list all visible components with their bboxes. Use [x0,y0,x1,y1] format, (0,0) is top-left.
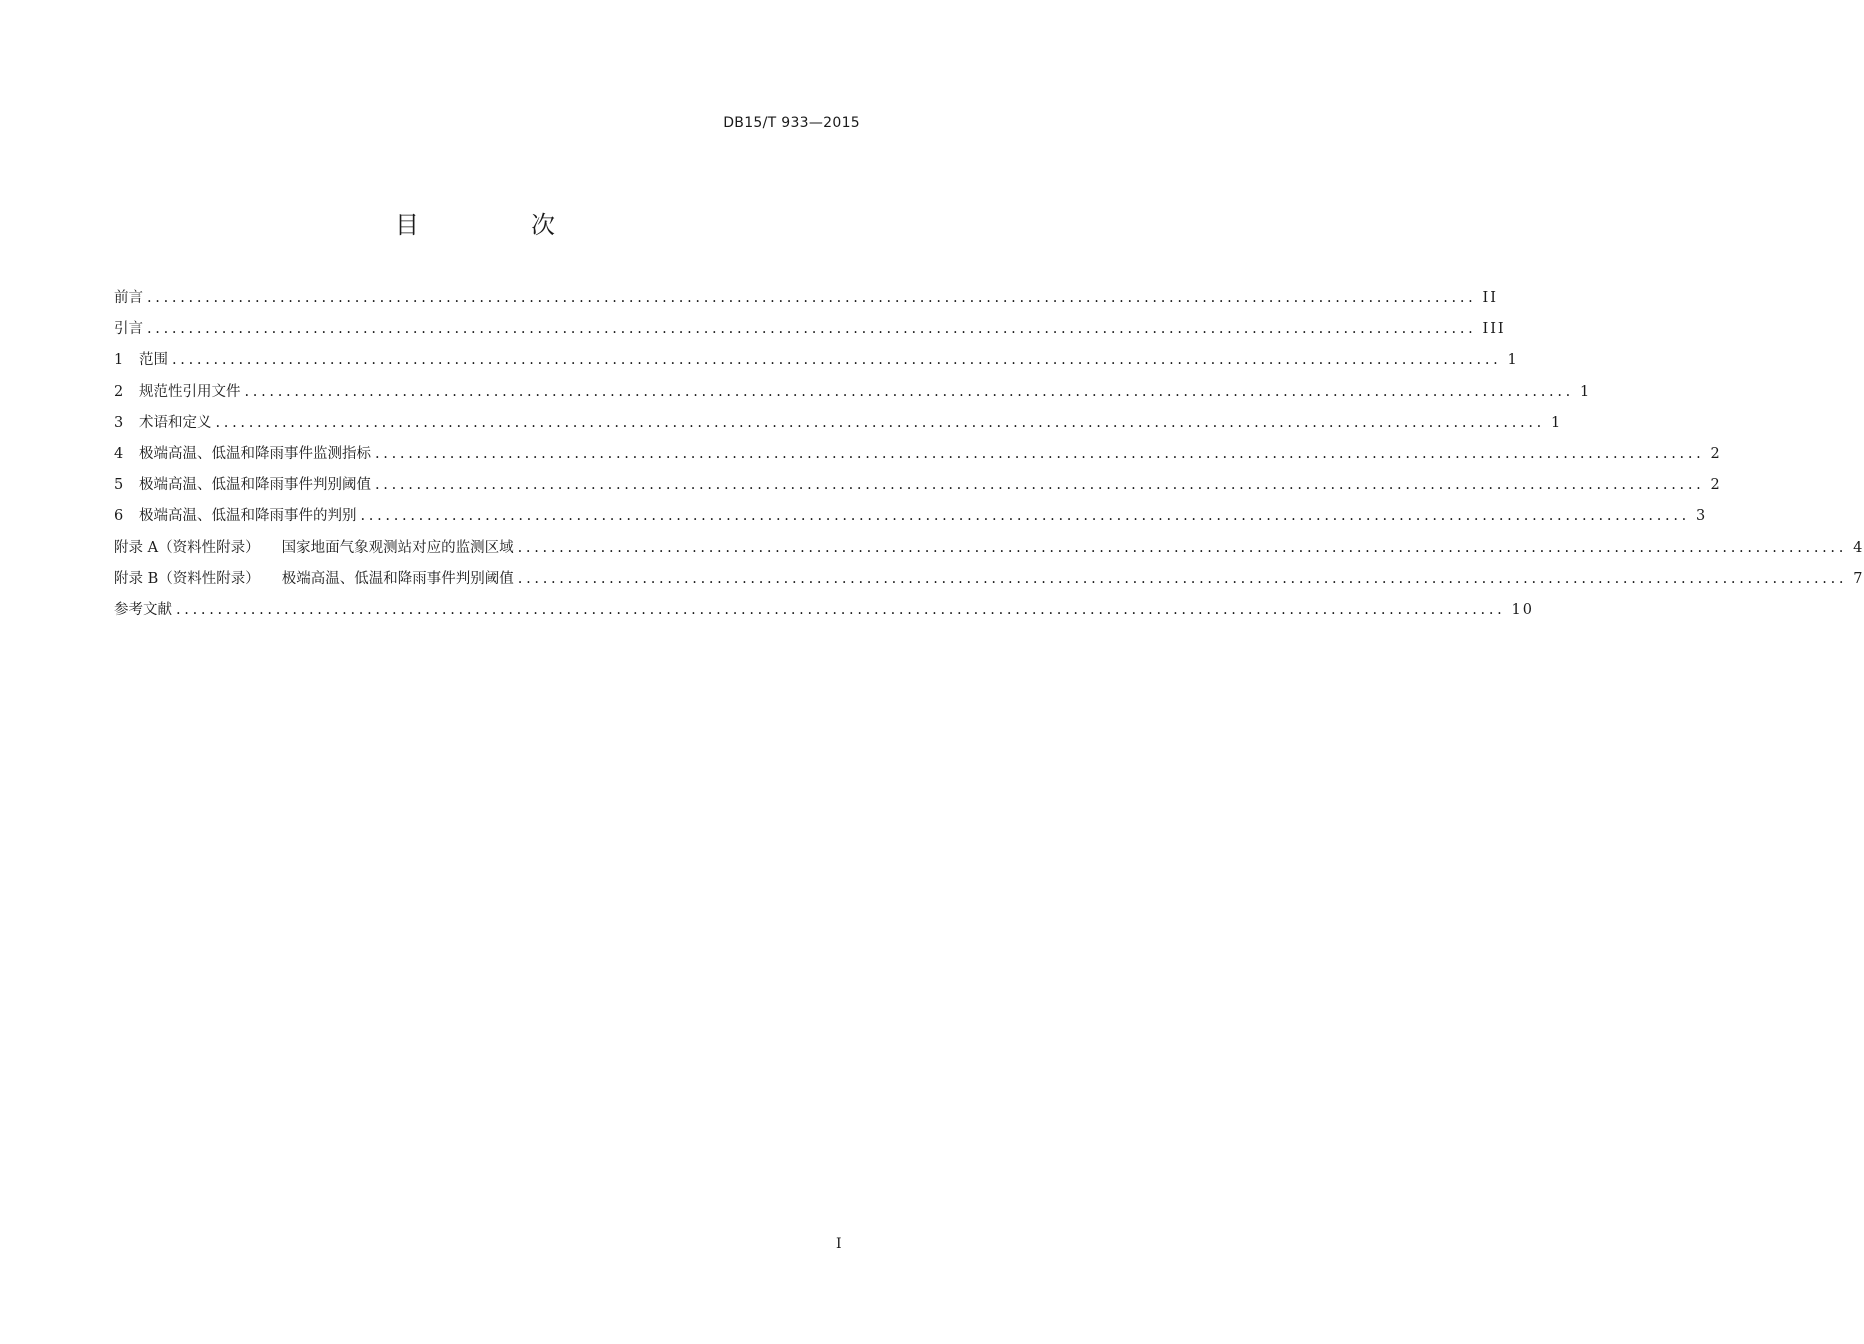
toc-page-number: II [1482,290,1498,306]
toc-entry-label: 参考文献 [114,601,172,618]
toc-leader-dots: ................................................................................................................................................................ [172,352,1502,369]
toc-entry-references[interactable] [114,599,1534,630]
toc-page-number: 7 [1853,570,1864,587]
toc-entry-label: 6 极端高温、低温和降雨事件的判别 [114,505,357,527]
toc-page-number: 2 [1710,477,1722,494]
toc-entry-label: 5 极端高温、低温和降雨事件判别阈值 [114,474,371,496]
toc-section-number: 2 [114,383,124,400]
toc-leader-dots: ................................................................................................................................................................ [517,570,1848,587]
toc-entry-appendix-a[interactable] [114,537,1864,568]
toc-entry-label: 2 规范性引用文件 [114,381,241,403]
toc-leader-dots: ................................................................................................................................................................ [176,601,1506,618]
toc-entry-6[interactable] [114,505,1708,536]
toc-entry-introduction[interactable] [114,318,1506,349]
toc-entry-3[interactable] [114,412,1563,443]
toc-entry-4[interactable] [114,443,1722,474]
toc-page-number: 10 [1511,601,1534,618]
toc-page-number: 2 [1710,445,1722,462]
toc-leader-dots: ................................................................................................................................................................ [375,477,1705,494]
footer-page-number: I [836,1236,842,1252]
toc-page-number: 4 [1853,539,1864,556]
toc-entry-label: 4 极端高温、低温和降雨事件监测指标 [114,443,371,465]
toc-entry-2[interactable] [114,381,1592,412]
toc-leader-dots: ................................................................................................................................................................ [244,383,1574,400]
toc-entry-label: 附录 B（资料性附录） 极端高温、低温和降雨事件判别阈值 [114,570,514,587]
toc-entry-label: 引言 [114,321,143,338]
toc-leader-dots: ................................................................................................................................................................ [517,539,1848,556]
toc-entry-label: 3 术语和定义 [114,412,212,434]
toc-section-number: 6 [114,508,124,525]
toc-leader-dots: ................................................................................................................................................................ [360,508,1690,525]
toc-section-number: 3 [114,414,124,431]
toc-entry-foreword[interactable] [114,287,1498,318]
toc-page-number: III [1482,321,1506,338]
table-of-contents [114,287,1864,630]
toc-leader-dots: ................................................................................................................................................................ [147,290,1477,306]
toc-page-number: 1 [1550,414,1563,431]
toc-section-number: 4 [114,445,124,462]
toc-page-number: 1 [1579,383,1592,400]
toc-entry-label: 1 范围 [114,349,168,371]
toc-page-number: 3 [1695,508,1708,525]
toc-entry-5[interactable] [114,474,1722,505]
toc-leader-dots: ................................................................................................................................................................ [147,321,1477,338]
toc-section-number: 1 [114,352,124,369]
toc-appendix-prefix: 附录 B（资料性附录） [114,570,260,587]
toc-entry-1[interactable] [114,349,1519,380]
toc-section-number: 5 [114,477,124,494]
page-title: 目 次 [395,211,599,239]
toc-entry-label: 前言 [114,290,143,306]
toc-leader-dots: ................................................................................................................................................................ [375,445,1705,462]
toc-entry-appendix-b[interactable] [114,568,1864,599]
toc-leader-dots: ................................................................................................................................................................ [215,414,1545,431]
toc-entry-label: 附录 A（资料性附录） 国家地面气象观测站对应的监测区域 [114,539,514,556]
toc-page-number: 1 [1507,352,1519,369]
toc-appendix-prefix: 附录 A（资料性附录） [114,539,260,556]
document-code: DB15/T 933—2015 [723,115,860,131]
